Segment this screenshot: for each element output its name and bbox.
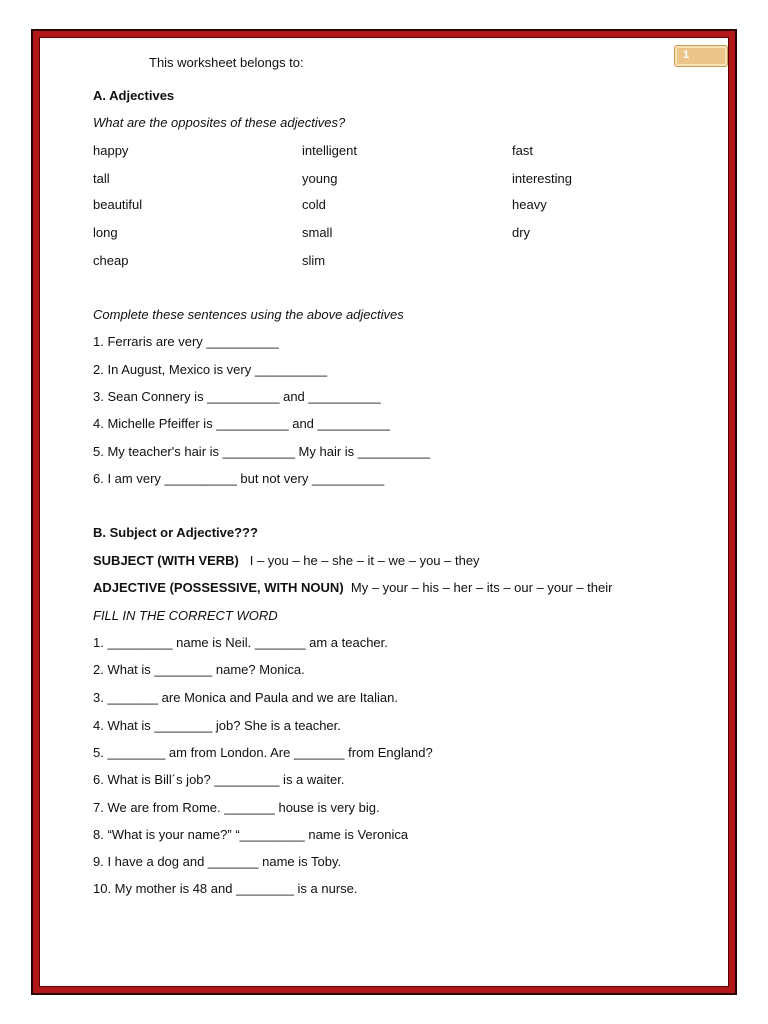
exercise-item: 5. ________ am from London. Are _______ from England? xyxy=(93,745,433,760)
adjective-word: long xyxy=(93,225,118,240)
adjective-word: dry xyxy=(512,225,531,240)
adjective-word: happy xyxy=(93,143,129,158)
page-area xyxy=(39,37,729,987)
sentence-item: 6. I am very __________ but not very __________ xyxy=(93,471,385,486)
adjective-word: slim xyxy=(302,253,326,268)
exercise-item: 10. My mother is 48 and ________ is a nurse. xyxy=(93,881,358,896)
adjective-word: beautiful xyxy=(93,197,143,212)
adjective-words: My – your – his – her – its – our – your – their xyxy=(350,580,613,595)
adjective-word: cheap xyxy=(93,253,129,268)
sentence-item: 3. Sean Connery is __________ and __________ xyxy=(93,389,381,404)
adjective-label: ADJECTIVE (POSSESSIVE, WITH NOUN) xyxy=(93,580,344,595)
worksheet-owner-label: This worksheet belongs to: xyxy=(149,55,304,70)
fill-instruction: FILL IN THE CORRECT WORD xyxy=(93,608,278,623)
sentence-item: 1. Ferraris are very __________ xyxy=(93,334,279,349)
exercise-item: 4. What is ________ job? She is a teacher. xyxy=(93,718,341,733)
exercise-item: 3. _______ are Monica and Paula and we are Italian. xyxy=(93,690,398,705)
sentence-item: 5. My teacher's hair is __________ My hair is __________ xyxy=(93,444,431,459)
complete-instruction: Complete these sentences using the above adjectives xyxy=(93,307,404,322)
subject-label: SUBJECT (WITH VERB) xyxy=(93,553,239,568)
subject-row xyxy=(93,553,480,569)
page-number-tab xyxy=(674,45,728,67)
adjective-word: young xyxy=(302,171,338,186)
sentence-item: 4. Michelle Pfeiffer is __________ and __________ xyxy=(93,416,390,431)
adjective-word: tall xyxy=(93,171,110,186)
adjective-word: interesting xyxy=(512,171,572,186)
exercise-item: 9. I have a dog and _______ name is Toby. xyxy=(93,854,342,869)
adjective-row xyxy=(93,580,612,596)
page-border xyxy=(31,29,737,995)
adjective-word: heavy xyxy=(512,197,547,212)
exercise-item: 8. “What is your name?” “_________ name is Veronica xyxy=(93,827,409,842)
adjective-word: intelligent xyxy=(302,143,357,158)
exercise-item: 2. What is ________ name? Monica. xyxy=(93,662,305,677)
adjective-word: fast xyxy=(512,143,533,158)
adjective-word: cold xyxy=(302,197,326,212)
page-number: 1 xyxy=(683,49,690,61)
subject-words: I – you – he – she – it – we – you – they xyxy=(249,553,480,568)
exercise-item: 6. What is Bill´s job? _________ is a waiter. xyxy=(93,772,345,787)
sentence-item: 2. In August, Mexico is very __________ xyxy=(93,362,328,377)
exercise-item: 1. _________ name is Neil. _______ am a teacher. xyxy=(93,635,388,650)
adjective-word: small xyxy=(302,225,333,240)
section-a-question: What are the opposites of these adjectives? xyxy=(93,115,346,130)
exercise-item: 7. We are from Rome. _______ house is very big. xyxy=(93,800,380,815)
section-a-title: A. Adjectives xyxy=(93,88,175,103)
section-b-title: B. Subject or Adjective??? xyxy=(93,525,258,540)
